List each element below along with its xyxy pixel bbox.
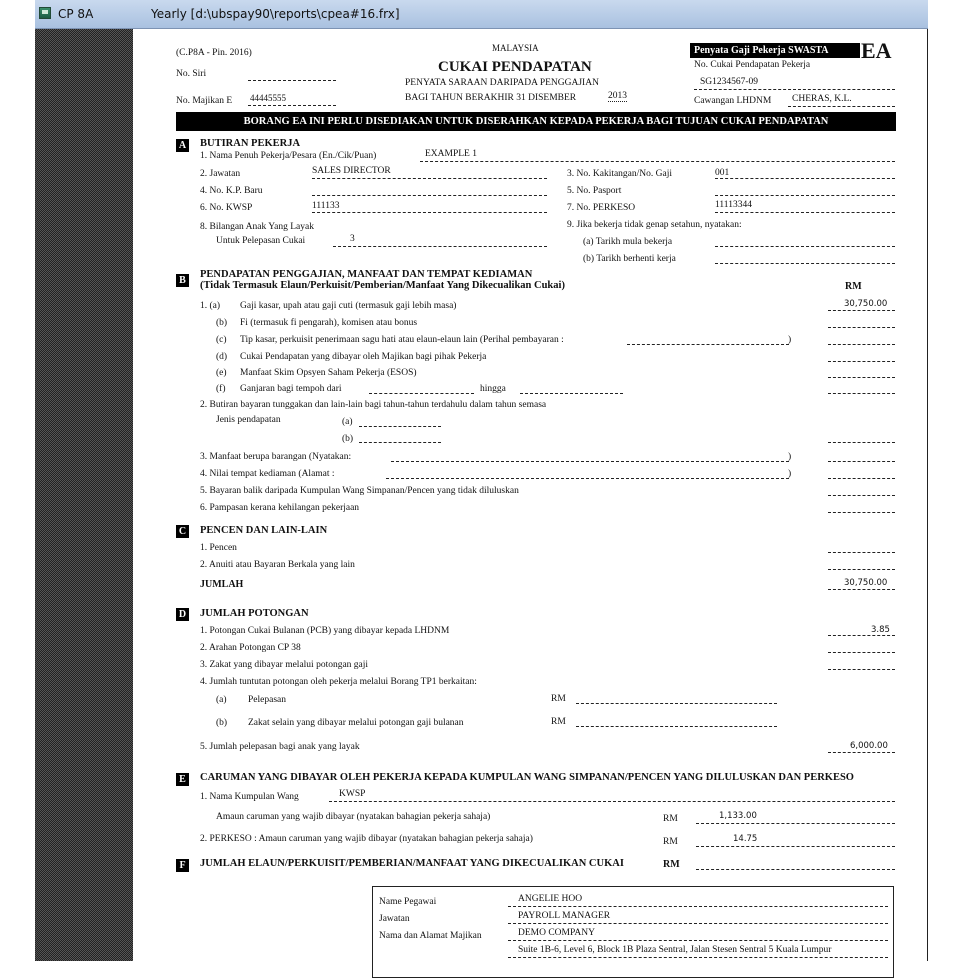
c-total-label: JUMLAH <box>200 579 244 590</box>
section-b-marker: B <box>176 274 189 287</box>
field-4-line <box>312 195 547 196</box>
tax-no-label: No. Cukai Pendapatan Pekerja <box>694 60 811 70</box>
c1-label: 1. Pencen <box>200 543 237 553</box>
form-subtitle-1: PENYATA SARAAN DARIPADA PENGGAJIAN <box>405 78 599 88</box>
section-c-title: PENCEN DAN LAIN-LAIN <box>200 525 328 536</box>
employer-signature-box <box>372 886 894 978</box>
e1-amount: 1,133.00 <box>719 811 757 821</box>
field-6-value: 111133 <box>312 201 340 211</box>
b1f-to-line <box>520 393 623 394</box>
field-1-label: 1. Nama Penuh Pekerja/Pesara (En./Cik/Puan) <box>200 151 377 161</box>
window-titlebar <box>35 0 928 29</box>
no-majikan-label: No. Majikan E <box>176 96 233 106</box>
field-8-line <box>333 246 547 247</box>
field-8-label-2: Untuk Pelepasan Cukai <box>216 236 306 246</box>
b1a-value: 30,750.00 <box>844 299 888 309</box>
field-5-label: 5. No. Pasport <box>567 186 622 196</box>
b2-amount-line <box>828 442 895 443</box>
c-total-value: 30,750.00 <box>844 578 888 588</box>
instruction-banner: BORANG EA INI PERLU DISEDIAKAN UNTUK DISERAHKAN KEPADA PEKERJA BAGI TUJUAN CUKAI PENDAPATAN <box>176 112 896 131</box>
d3-line <box>828 669 895 670</box>
c2-line <box>828 569 895 570</box>
tax-year: 2013 <box>608 91 627 101</box>
section-d-marker: D <box>176 608 189 621</box>
field-9b-label: (b) Tarikh berhenti kerja <box>583 254 676 264</box>
b1e-label: Manfaat Skim Opsyen Saham Pekerja (ESOS) <box>240 368 417 378</box>
field-7-line <box>715 212 895 213</box>
ea-label: EA <box>861 38 892 63</box>
officer-label: Name Pegawai <box>379 897 437 907</box>
field-9-label: 9. Jika bekerja tidak genap setahun, nyatakan: <box>567 220 742 230</box>
field-8-value: 3 <box>350 234 355 244</box>
d4-label: 4. Jumlah tuntutan potongan oleh pekerja melalui Borang TP1 berkaitan: <box>200 677 477 687</box>
b2a-line <box>359 426 441 427</box>
field-3-label: 3. No. Kakitangan/No. Gaji <box>567 169 673 179</box>
f-rm: RM <box>663 859 680 870</box>
field-8-label: 8. Bilangan Anak Yang Layak <box>200 222 314 232</box>
e2-amount-line <box>696 846 895 847</box>
b1a-line <box>828 310 895 311</box>
b3-label: 3. Manfaat berupa barangan (Nyatakan: <box>200 452 352 462</box>
section-e-title: CARUMAN YANG DIBAYAR OLEH PEKERJA KEPADA KUMPULAN WANG SIMPANAN/PENCEN YANG DILULUSKAN DAN PERKESO <box>200 772 854 783</box>
tax-no-line <box>694 89 895 90</box>
no-majikan-line <box>248 105 336 106</box>
d5-value: 6,000.00 <box>850 741 888 751</box>
position-value: PAYROLL MANAGER <box>518 911 611 921</box>
b1d-number: (d) <box>216 352 228 362</box>
b1b-number: (b) <box>216 318 228 328</box>
b2b-number: (b) <box>342 434 354 444</box>
officer-line <box>508 906 888 907</box>
b1e-number: (e) <box>216 368 227 378</box>
d4b-line <box>576 726 777 727</box>
field-1-value: EXAMPLE 1 <box>425 149 477 159</box>
report-page[interactable] <box>133 29 928 961</box>
section-f-title: JUMLAH ELAUN/PERKUISIT/PEMBERIAN/MANFAAT YANG DIKECUALIKAN CUKAI <box>200 858 624 869</box>
b4-label: 4. Nilai tempat kediaman (Alamat : <box>200 469 335 479</box>
d2-label: 2. Arahan Potongan CP 38 <box>200 643 301 653</box>
b1c-label: Tip kasar, perkuisit penerimaan sagu hati atau elaun-elaun lain (Perihal pembayaran : <box>240 335 564 345</box>
b2a-number: (a) <box>342 417 353 427</box>
field-9a-line <box>715 246 895 247</box>
b1b-line <box>828 327 895 328</box>
e2-rm: RM <box>663 837 678 847</box>
branch-value: CHERAS, K.L. <box>792 94 852 104</box>
preview-background <box>35 29 133 961</box>
b1a-label: Gaji kasar, upah atau gaji cuti (termasuk gaji lebih masa) <box>240 301 457 311</box>
field-2-value: SALES DIRECTOR <box>312 166 391 176</box>
section-d-title: JUMLAH POTONGAN <box>200 608 309 619</box>
address-line <box>508 957 888 958</box>
d4a-line <box>576 703 777 704</box>
b1c-number: (c) <box>216 335 227 345</box>
d4a-rm: RM <box>551 694 566 704</box>
field-6-line <box>312 212 547 213</box>
c2-label: 2. Anuiti atau Bayaran Berkala yang lain <box>200 560 355 570</box>
d2-line <box>828 652 895 653</box>
e1-amount-line <box>696 823 895 824</box>
tax-no-value: SG1234567-09 <box>700 77 759 87</box>
field-5-line <box>715 195 895 196</box>
c-total-line <box>828 589 895 590</box>
position-line <box>508 923 888 924</box>
c1-line <box>828 552 895 553</box>
e1-rm: RM <box>663 814 678 824</box>
f-amount-line <box>696 869 895 870</box>
d3-label: 3. Zakat yang dibayar melalui potongan gaji <box>200 660 369 670</box>
section-f-marker: F <box>176 859 189 872</box>
rm-column-header: RM <box>845 281 862 292</box>
field-3-line <box>715 178 895 179</box>
e1-label: 1. Nama Kumpulan Wang <box>200 792 299 802</box>
d4a-number: (a) <box>216 695 227 705</box>
position-label: Jawatan <box>379 914 410 924</box>
b6-label: 6. Pampasan kerana kehilangan pekerjaan <box>200 503 360 513</box>
b3-line <box>391 461 789 462</box>
field-2-label: 2. Jawatan <box>200 169 241 179</box>
form-code: (C.P8A - Pin. 2016) <box>176 48 252 58</box>
b1f-amount-line <box>828 393 895 394</box>
b5-amount-line <box>828 495 895 496</box>
b1-number: 1. (a) <box>200 301 221 311</box>
d1-line <box>828 635 895 636</box>
e1-line <box>329 801 895 802</box>
b4-close: ) <box>788 469 792 479</box>
b1b-label: Fi (termasuk fi pengarah), komisen atau bonus <box>240 318 418 328</box>
e1-value: KWSP <box>339 789 366 799</box>
section-b-title: PENDAPATAN PENGGAJIAN, MANFAAT DAN TEMPAT KEDIAMAN <box>200 269 533 280</box>
document-title: Yearly [d:\ubspay90\reports\cpea#16.frx] <box>151 7 400 21</box>
d1-label: 1. Potongan Cukai Bulanan (PCB) yang dibayar kepada LHDNM <box>200 626 450 636</box>
country: MALAYSIA <box>492 43 539 53</box>
e2-label: 2. PERKESO : Amaun caruman yang wajib dibayar (nyatakan bahagian pekerja sahaja) <box>200 834 533 844</box>
b3-close: ) <box>788 452 792 462</box>
b1f-number: (f) <box>216 384 226 394</box>
swasta-badge: Penyata Gaji Pekerja SWASTA <box>690 43 860 58</box>
no-siri-label: No. Siri <box>176 69 207 79</box>
e2-amount: 14.75 <box>733 834 758 844</box>
b1f-from-line <box>369 393 474 394</box>
employer-value: DEMO COMPANY <box>518 928 595 938</box>
d4b-number: (b) <box>216 718 228 728</box>
b5-label: 5. Bayaran balik daripada Kumpulan Wang Simpanan/Pencen yang tidak diluluskan <box>200 486 519 496</box>
b3-amount-line <box>828 461 895 462</box>
field-4-label: 4. No. K.P. Baru <box>200 186 263 196</box>
employer-line <box>508 940 888 941</box>
app-title: CP 8A <box>58 7 94 21</box>
employer-label: Nama dan Alamat Majikan <box>379 931 482 941</box>
field-9a-label: (a) Tarikh mula bekerja <box>583 237 673 247</box>
b1c-amount-line <box>828 344 895 345</box>
b2-jenis-label: Jenis pendapatan <box>216 415 281 425</box>
b1e-line <box>828 377 895 378</box>
field-9b-line <box>715 263 895 264</box>
form-title: CUKAI PENDAPATAN <box>438 59 592 75</box>
b1c-close: ) <box>788 335 792 345</box>
b2b-line <box>359 442 441 443</box>
section-e-marker: E <box>176 773 189 786</box>
d5-label: 5. Jumlah pelepasan bagi anak yang layak <box>200 742 360 752</box>
form-subtitle-2: BAGI TAHUN BERAKHIR 31 DISEMBER <box>405 93 577 103</box>
b6-amount-line <box>828 512 895 513</box>
b1d-line <box>828 361 895 362</box>
section-c-marker: C <box>176 525 189 538</box>
b1c-line <box>627 344 789 345</box>
no-siri-line <box>248 80 336 81</box>
field-7-label: 7. No. PERKESO <box>567 203 636 213</box>
d5-line <box>828 752 895 753</box>
b1f-label: Ganjaran bagi tempoh dari <box>240 384 342 394</box>
section-a-marker: A <box>176 139 189 152</box>
b1d-label: Cukai Pendapatan yang dibayar oleh Majikan bagi pihak Pekerja <box>240 352 487 362</box>
b4-amount-line <box>828 478 895 479</box>
e1-amount-label: Amaun caruman yang wajib dibayar (nyatakan bahagian pekerja sahaja) <box>216 812 491 822</box>
d4b-rm: RM <box>551 717 566 727</box>
report-icon <box>39 7 51 19</box>
branch-line <box>788 106 895 107</box>
b1f-hingga: hingga <box>480 384 506 394</box>
officer-value: ANGELIE HOO <box>518 894 583 904</box>
field-6-label: 6. No. KWSP <box>200 203 253 213</box>
b2-label: 2. Butiran bayaran tunggakan dan lain-lain bagi tahun-tahun terdahulu dalam tahun semasa <box>200 400 547 410</box>
employer-address: Suite 1B-6, Level 6, Block 1B Plaza Sentral, Jalan Stesen Sentral 5 Kuala Lumpur <box>518 945 832 955</box>
no-majikan-value: 44445555 <box>250 93 286 103</box>
field-7-value: 11113344 <box>715 200 752 210</box>
b4-line <box>386 478 789 479</box>
d4b-label: Zakat selain yang dibayar melalui potongan gaji bulanan <box>248 718 464 728</box>
d4a-label: Pelepasan <box>248 695 286 705</box>
section-a-title: BUTIRAN PEKERJA <box>200 138 301 149</box>
branch-label: Cawangan LHDNM <box>694 96 772 106</box>
field-3-value: 001 <box>715 168 730 178</box>
d1-value: 3.85 <box>871 625 890 635</box>
field-2-line <box>312 178 547 179</box>
section-b-subtitle: (Tidak Termasuk Elaun/Perkuisit/Pemberian/Manfaat Yang Dikecualikan Cukai) <box>200 280 565 291</box>
field-1-line <box>420 161 895 162</box>
